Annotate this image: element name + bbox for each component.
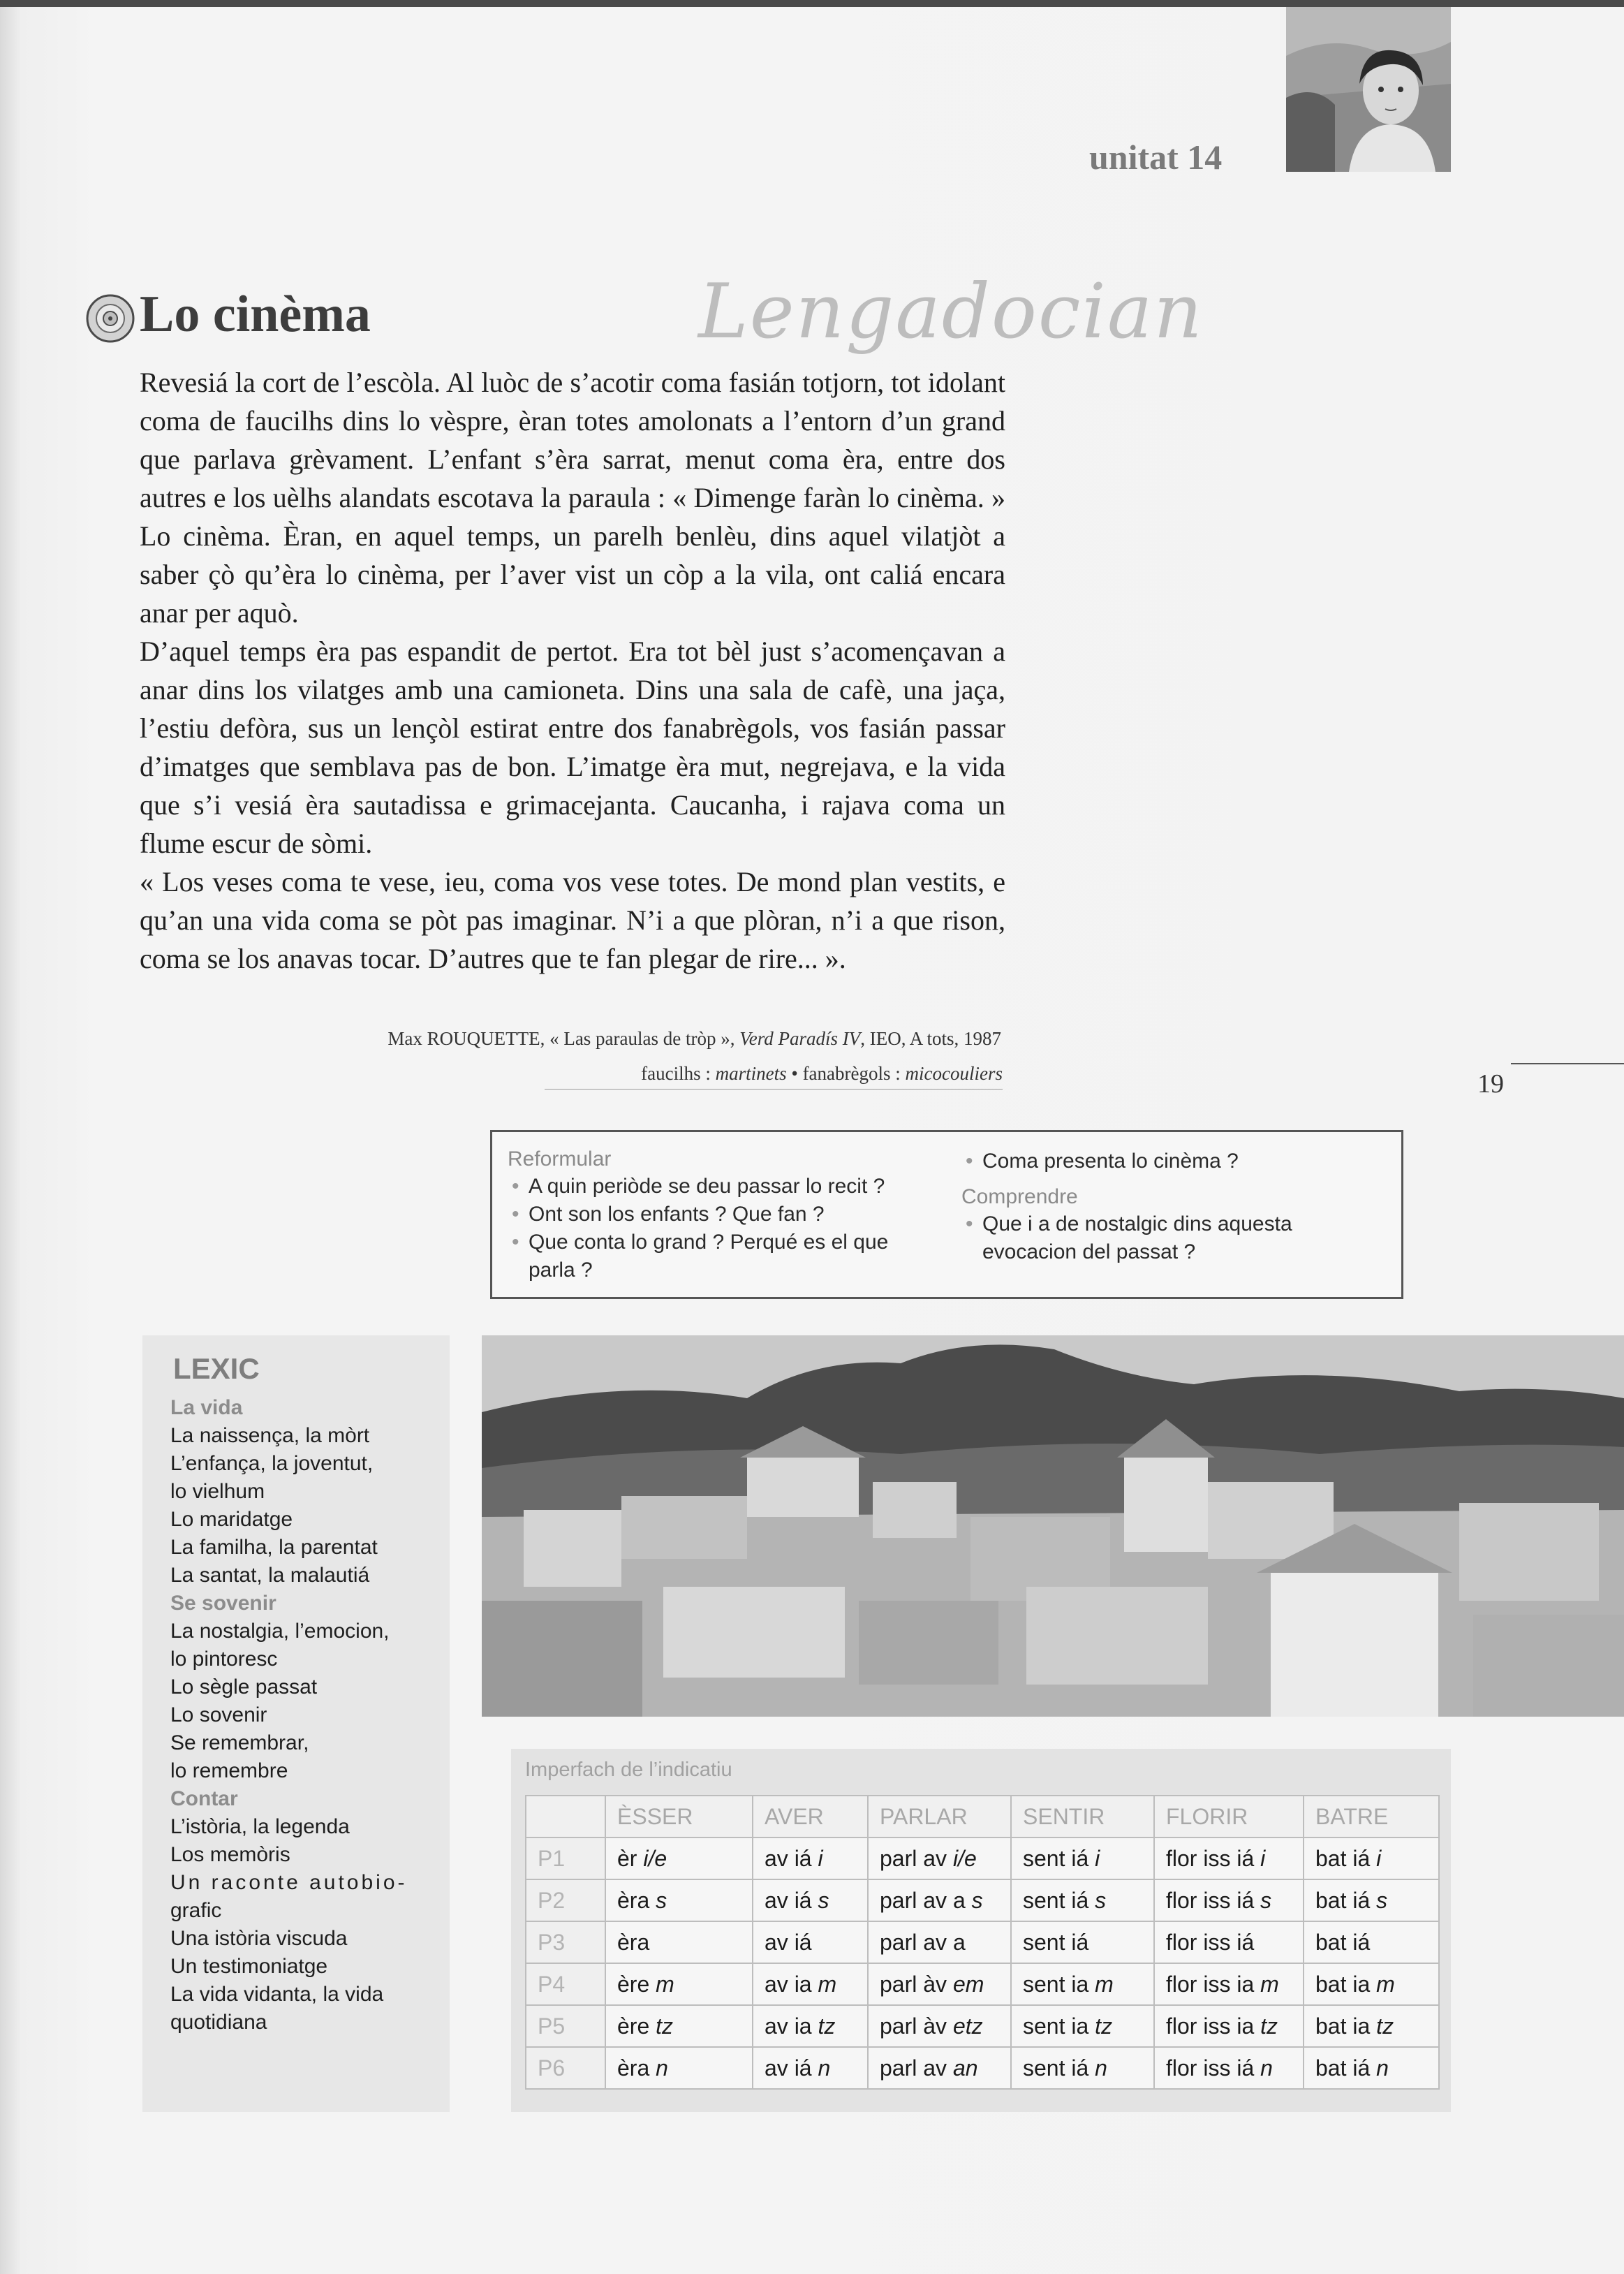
question-item: • Que i a de nostalgic dins aquesta evocacion del passat ? bbox=[961, 1210, 1387, 1266]
lexic-line: L’enfança, la joventut, bbox=[170, 1452, 374, 1475]
glossary-translation: micocouliers bbox=[905, 1063, 1003, 1084]
conjugation-cell: bat iá s bbox=[1304, 1879, 1439, 1921]
person-cell: P2 bbox=[526, 1879, 605, 1921]
reformular-heading: Reformular bbox=[508, 1147, 612, 1171]
glossary-word: fanabrègols : bbox=[802, 1063, 906, 1084]
conjugation-cell: parl av a bbox=[868, 1921, 1011, 1963]
conjugation-cell: bat ia m bbox=[1304, 1963, 1439, 2005]
person-cell: P1 bbox=[526, 1837, 605, 1879]
conjugation-cell: sent ia m bbox=[1011, 1963, 1154, 2005]
conjugation-cell: bat iá i bbox=[1304, 1837, 1439, 1879]
conjugation-cell: sent iá n bbox=[1011, 2047, 1154, 2089]
lexic-line: Un raconte autobio- bbox=[170, 1871, 408, 1894]
conjugation-cell: parl av i/e bbox=[868, 1837, 1011, 1879]
glossary-translation: martinets bbox=[715, 1063, 787, 1084]
conjugation-cell: av ia m bbox=[753, 1963, 868, 2005]
conjugation-cell: èr i/e bbox=[605, 1837, 753, 1879]
story-text bbox=[140, 363, 1005, 978]
question-item: • Ont son los enfants ? Que fan ? bbox=[508, 1201, 933, 1228]
column-header: PARLAR bbox=[868, 1796, 1011, 1837]
lexic-group-heading: Se sovenir bbox=[170, 1592, 276, 1615]
conjugation-cell: èra s bbox=[605, 1879, 753, 1921]
lexic-line: Lo sègle passat bbox=[170, 1675, 318, 1699]
person-cell: P4 bbox=[526, 1963, 605, 2005]
source-publisher: , IEO, A tots, 1987 bbox=[860, 1028, 1001, 1049]
conjugation-cell: flor iss iá n bbox=[1154, 2047, 1304, 2089]
questions-left-column bbox=[508, 1147, 933, 1284]
conjugation-cell: av ia tz bbox=[753, 2005, 868, 2047]
lexic-line: Lo maridatge bbox=[170, 1508, 293, 1531]
lexic-line: grafic bbox=[170, 1899, 222, 1922]
page-number: 19 bbox=[1477, 1069, 1504, 1099]
table-row bbox=[526, 1963, 1439, 2005]
conjugation-cell: parl àv etz bbox=[868, 2005, 1011, 2047]
table-row bbox=[526, 2047, 1439, 2089]
story-paragraph: D’aquel temps èra pas espandit de pertot. Era tot bèl just s’acomençavan a anar dins los vilatges amb una camioneta. Dins una sala de cafè, una jaça, l’estiu defòra, sus un lençòl estirat entre dos fanabrègols, vos fasián passar d’imatges que semblava pas de bon. L’imatge èra mut, negrejava, e la vida que s’i vesiá èra sautadissa e grimacejanta. Caucanha, i rajava coma un flume escur de sòmi. bbox=[140, 636, 1005, 859]
story-paragraph: Revesiá la cort de l’escòla. Al luòc de s’acotir coma fasián totjorn, tot idolant coma de faucilhs dins lo vèspre, èran totes amolonats a l’entorn d’un grand que parlava grèvament. L’enfant s’èra sarrat, menut coma èra, entre dos autres e los uèlhs alandats escotava la paraula : « Dimenge faràn lo cinèma. » Lo cinèma. Èran, en aquel temps, un parelh benlèu, dins aquel vilatjòt a saber çò qu’èra lo cinèma, per l’aver vist un còp a la vila, ont caliá encara anar per aquò. bbox=[140, 367, 1005, 629]
conjugation-cell: bat ia tz bbox=[1304, 2005, 1439, 2047]
lexic-line: L’istòria, la legenda bbox=[170, 1815, 350, 1838]
table-row bbox=[526, 1921, 1439, 1963]
conjugation-cell: sent ia tz bbox=[1011, 2005, 1154, 2047]
conjugation-cell: av iá n bbox=[753, 2047, 868, 2089]
lexic-line: La familha, la parentat bbox=[170, 1536, 378, 1559]
conjugation-cell: flor iss iá bbox=[1154, 1921, 1304, 1963]
audio-cd-icon bbox=[85, 293, 135, 344]
conjugation-cell: parl àv em bbox=[868, 1963, 1011, 2005]
conjugation-cell: flor iss ia tz bbox=[1154, 2005, 1304, 2047]
table-header-row bbox=[526, 1796, 1439, 1837]
table-row bbox=[526, 1879, 1439, 1921]
conjugation-cell: sent iá s bbox=[1011, 1879, 1154, 1921]
bullet-icon: • bbox=[512, 1203, 519, 1226]
column-header: AVER bbox=[753, 1796, 868, 1837]
story-paragraph: « Los veses coma te vese, ieu, coma vos vese totes. De mond plan vestits, e qu’an una vida coma se pòt pas imaginar. N’i a que plòran, n’i a que rison, coma se los anavas tocar. D’autres que te fan plegar de rire... ». bbox=[140, 866, 1005, 974]
page-number-rule bbox=[1511, 1063, 1624, 1064]
question-item: • Que conta lo grand ? Perqué es el que parla ? bbox=[508, 1228, 933, 1284]
conjugation-cell: flor iss ia m bbox=[1154, 1963, 1304, 2005]
conjugation-cell: ère m bbox=[605, 1963, 753, 2005]
top-rule bbox=[0, 0, 1624, 7]
conjugation-cell: parl av an bbox=[868, 2047, 1011, 2089]
lexic-list bbox=[170, 1394, 436, 2037]
conjugation-cell: sent iá i bbox=[1011, 1837, 1154, 1879]
lexic-line: Los memòris bbox=[170, 1843, 290, 1866]
question-item: • A quin periòde se deu passar lo recit ? bbox=[508, 1173, 933, 1201]
page-title: Lo cinèma bbox=[140, 286, 371, 343]
conjugation-cell: bat iá bbox=[1304, 1921, 1439, 1963]
conjugation-cell: sent iá bbox=[1011, 1921, 1154, 1963]
table-row bbox=[526, 1837, 1439, 1879]
source-citation bbox=[140, 1028, 1001, 1050]
unit-label: unitat 14 bbox=[1089, 138, 1223, 177]
bullet-icon: • bbox=[966, 1150, 973, 1173]
source-work: Verd Paradís IV bbox=[739, 1028, 861, 1049]
lexic-line: La naissença, la mòrt bbox=[170, 1424, 370, 1447]
bullet-icon: • bbox=[512, 1231, 519, 1254]
lexic-group-heading: Contar bbox=[170, 1787, 238, 1810]
conjugation-panel bbox=[511, 1749, 1451, 2112]
lexic-line: lo pintoresc bbox=[170, 1648, 278, 1671]
conjugation-table bbox=[525, 1795, 1440, 2090]
question-item: • Coma presenta lo cinèma ? bbox=[961, 1147, 1387, 1175]
glossary-separator: • bbox=[786, 1063, 803, 1084]
column-header: ÈSSER bbox=[605, 1796, 753, 1837]
lexic-line: lo remembre bbox=[170, 1759, 288, 1782]
conjugation-cell: èra bbox=[605, 1921, 753, 1963]
lexic-line: La vida vidanta, la vida bbox=[170, 1983, 384, 2006]
column-header: BATRE bbox=[1304, 1796, 1439, 1837]
unit-portrait-photo bbox=[1286, 7, 1451, 172]
conjugation-cell: flor iss iá s bbox=[1154, 1879, 1304, 1921]
column-header bbox=[526, 1796, 605, 1837]
source-author: Max ROUQUETTE, « Las paraulas de tròp », bbox=[387, 1028, 740, 1049]
questions-right-column bbox=[961, 1147, 1387, 1266]
table-row bbox=[526, 2005, 1439, 2047]
bullet-icon: • bbox=[966, 1212, 973, 1235]
lexic-line: La santat, la malautiá bbox=[170, 1564, 370, 1587]
person-cell: P6 bbox=[526, 2047, 605, 2089]
lexic-line: Se remembrar, bbox=[170, 1731, 309, 1754]
conjugation-cell: flor iss iá i bbox=[1154, 1837, 1304, 1879]
conjugation-cell: ère tz bbox=[605, 2005, 753, 2047]
column-header: SENTIR bbox=[1011, 1796, 1154, 1837]
lexic-title: LEXIC bbox=[173, 1352, 260, 1385]
lexic-panel bbox=[142, 1335, 450, 2112]
glossary-note bbox=[545, 1063, 1003, 1090]
conjugation-cell: èra n bbox=[605, 2047, 753, 2089]
comprendre-heading: Comprendre bbox=[961, 1185, 1078, 1208]
conjugation-title: Imperfach de l’indicatiu bbox=[525, 1759, 732, 1781]
village-painting bbox=[482, 1335, 1624, 1717]
lexic-group-heading: La vida bbox=[170, 1396, 243, 1419]
conjugation-cell: bat iá n bbox=[1304, 2047, 1439, 2089]
lexic-line: quotidiana bbox=[170, 2011, 267, 2034]
conjugation-cell: av iá bbox=[753, 1921, 868, 1963]
column-header: FLORIR bbox=[1154, 1796, 1304, 1837]
person-cell: P5 bbox=[526, 2005, 605, 2047]
dialect-label: Lengadocian bbox=[698, 268, 1204, 355]
glossary-word: faucilhs : bbox=[641, 1063, 716, 1084]
conjugation-cell: av iá s bbox=[753, 1879, 868, 1921]
person-cell: P3 bbox=[526, 1921, 605, 1963]
lexic-line: Lo sovenir bbox=[170, 1703, 267, 1726]
bullet-icon: • bbox=[512, 1175, 519, 1198]
lexic-line: Un testimoniatge bbox=[170, 1955, 328, 1978]
lexic-line: La nostalgia, l’emocion, bbox=[170, 1620, 390, 1643]
conjugation-cell: parl av a s bbox=[868, 1879, 1011, 1921]
questions-box bbox=[490, 1130, 1403, 1299]
lexic-line: Una istòria viscuda bbox=[170, 1927, 348, 1950]
lexic-line: lo vielhum bbox=[170, 1480, 265, 1503]
conjugation-cell: av iá i bbox=[753, 1837, 868, 1879]
